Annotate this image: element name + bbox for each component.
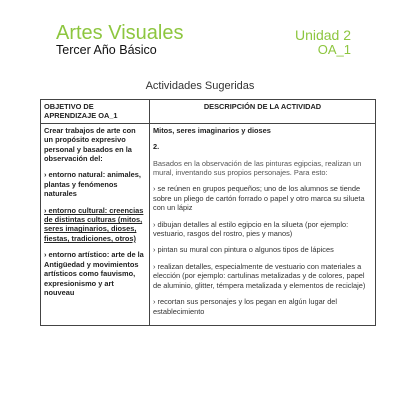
activity-step: › dibujan detalles al estilo egipcio en la silueta (por ejemplo: vestuario, rasgos del rostro, pies y manos) <box>153 219 349 239</box>
objective-header: OBJETIVO DE APRENDIZAJE OA_1 <box>41 100 150 124</box>
grade-label: Tercer Año Básico <box>56 43 157 57</box>
table-row <box>41 123 376 325</box>
activity-step: › recortan sus personajes y los pegan en algún lugar del establecimiento <box>153 297 338 316</box>
section-title: Actividades Sugeridas <box>145 80 255 92</box>
activity-table <box>40 99 376 326</box>
activity-intro: Basados en la observación de las pinturas egipcias, realizan un mural, inventando sus propios personajes. Para esto: <box>153 158 362 178</box>
objective-code: OA_1 <box>317 42 351 57</box>
objective-artistic: › entorno artístico: arte de la Antigüedad y movimientos artísticos como fauvismo, expresionismo y art nouveau <box>44 250 144 297</box>
subject-title: Artes Visuales <box>56 22 184 44</box>
activity-step: › se reúnen en grupos pequeños; uno de los alumnos se tiende sobre un pliego de cartón forrado o papel y otro marca su silueta con un lápiz <box>153 184 365 213</box>
activity-step: › realizan detalles, especialmente de vestuario con materiales a elección (por ejemplo: cartulinas metalizadas y de colores, papel de aluminio, glitter, témpera metalizada y elementos de reciclaje) <box>153 261 366 290</box>
objective-intro: Crear trabajos de arte con un propósito expresivo personal y basados en la observación del: <box>44 125 136 164</box>
activity-title: Mitos, seres imaginarios y dioses <box>153 125 271 135</box>
description-cell <box>150 123 376 325</box>
objective-natural: › entorno natural: animales, plantas y fenómenos naturales <box>44 170 141 199</box>
objective-cultural: › entorno cultural: creencias de distintas culturas (mitos, seres imaginarios, dioses, fiestas, tradiciones, otros) <box>44 205 144 243</box>
activity-step: › pintan su mural con pintura o algunos tipos de lápices <box>153 245 334 255</box>
activity-number: 2. <box>153 142 160 152</box>
unit-label: Unidad 2 <box>294 27 351 43</box>
description-header: DESCRIPCIÓN DE LA ACTIVIDAD <box>150 100 376 124</box>
table-header-row <box>41 100 376 124</box>
objectives-cell <box>41 123 150 325</box>
